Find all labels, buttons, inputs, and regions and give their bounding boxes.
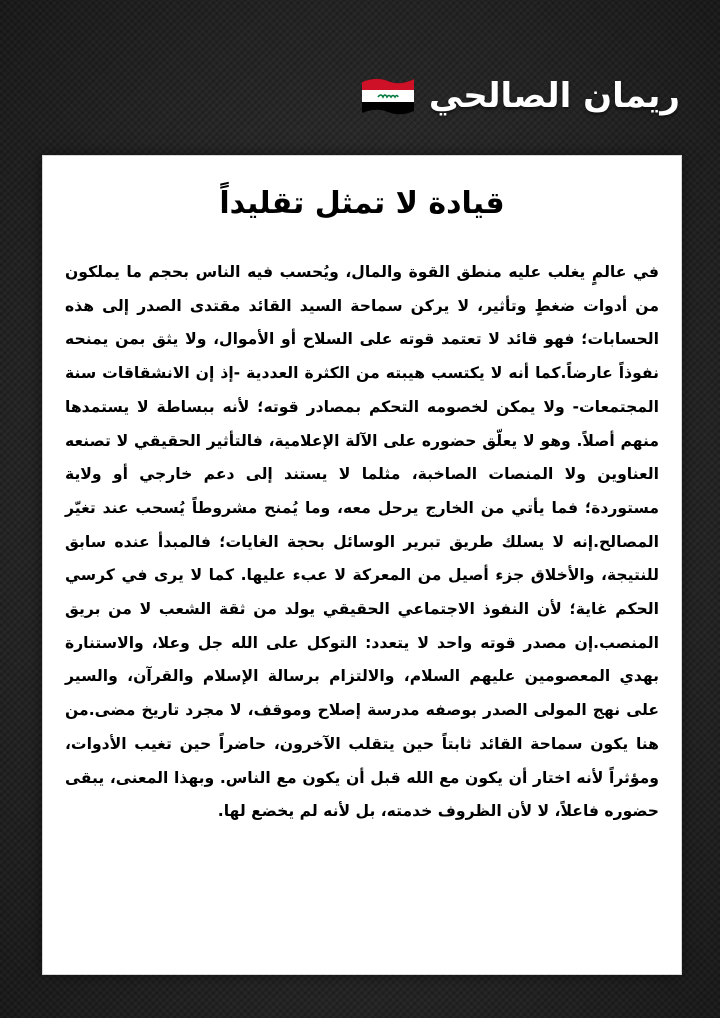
iraq-flag-icon: [357, 73, 419, 119]
article-title: قيادة لا تمثل تقليداً: [219, 186, 505, 221]
article-card: [42, 155, 682, 975]
article-body: في عالمٍ يغلب عليه منطق القوة والمال، ويُحسب فيه الناس بحجم ما يملكون من أدوات ضغطٍ وتأثير، لا يركن سماحة السيد القائد مقتدى الصدر إلى هذه الحسابات؛ فهو قائد لا تعتمد قوته على السلاح أو الأموال، ولا يثق بمن يمنحه نفوذاً عارضاً.كما أنه لا يكتسب هيبته من الكثرة العددية -إذ إن الانشقاقات سنة المجتمعات- ولا يمكن لخصومه التحكم بمصادر قوته؛ لأنه ببساطة لا يستمدها منهم أصلاً. وهو لا يعلّق حضوره على الآلة الإعلامية، فالتأثير الحقيقي لا تصنعه العناوين ولا المنصات الصاخبة، مثلما لا يستند إلى دعم خارجي أو ولاية مستوردة؛ فما يأتي من الخارج يرحل معه، وما يُمنح مشروطاً يُسحب عند تغيّر المصالح.إنه لا يسلك طريق تبرير الوسائل بحجة الغايات؛ فالمبدأ عنده سابق للنتيجة، والأخلاق جزء أصيل من المعركة لا عبء عليها. كما لا يرى في كرسي الحكم غاية؛ لأن النفوذ الاجتماعي الحقيقي يولد من ثقة الشعب لا من بريق المنصب.إن مصدر قوته واحد لا يتعدد: التوكل على الله جل وعلا، والاستنارة بهدي المعصومين عليهم السلام، والالتزام برسالة الإسلام والقرآن، والسير على نهج المولى الصدر بوصفه مدرسة إصلاح وموقف، لا مجرد تاريخ مضى.من هنا يكون سماحة القائد ثابتاً حين يتقلب الآخرون، حاضراً حين تغيب الأدوات، ومؤثراً لأنه اختار أن يكون مع الله قبل أن يكون مع الناس. وبهذا المعنى، يبقى حضوره فاعلاً، لا لأن الظروف خدمته، بل لأنه لم يخضع لها.: [65, 263, 659, 821]
page-header: [357, 64, 680, 128]
author-name: ريمان الصالحي: [428, 76, 680, 116]
